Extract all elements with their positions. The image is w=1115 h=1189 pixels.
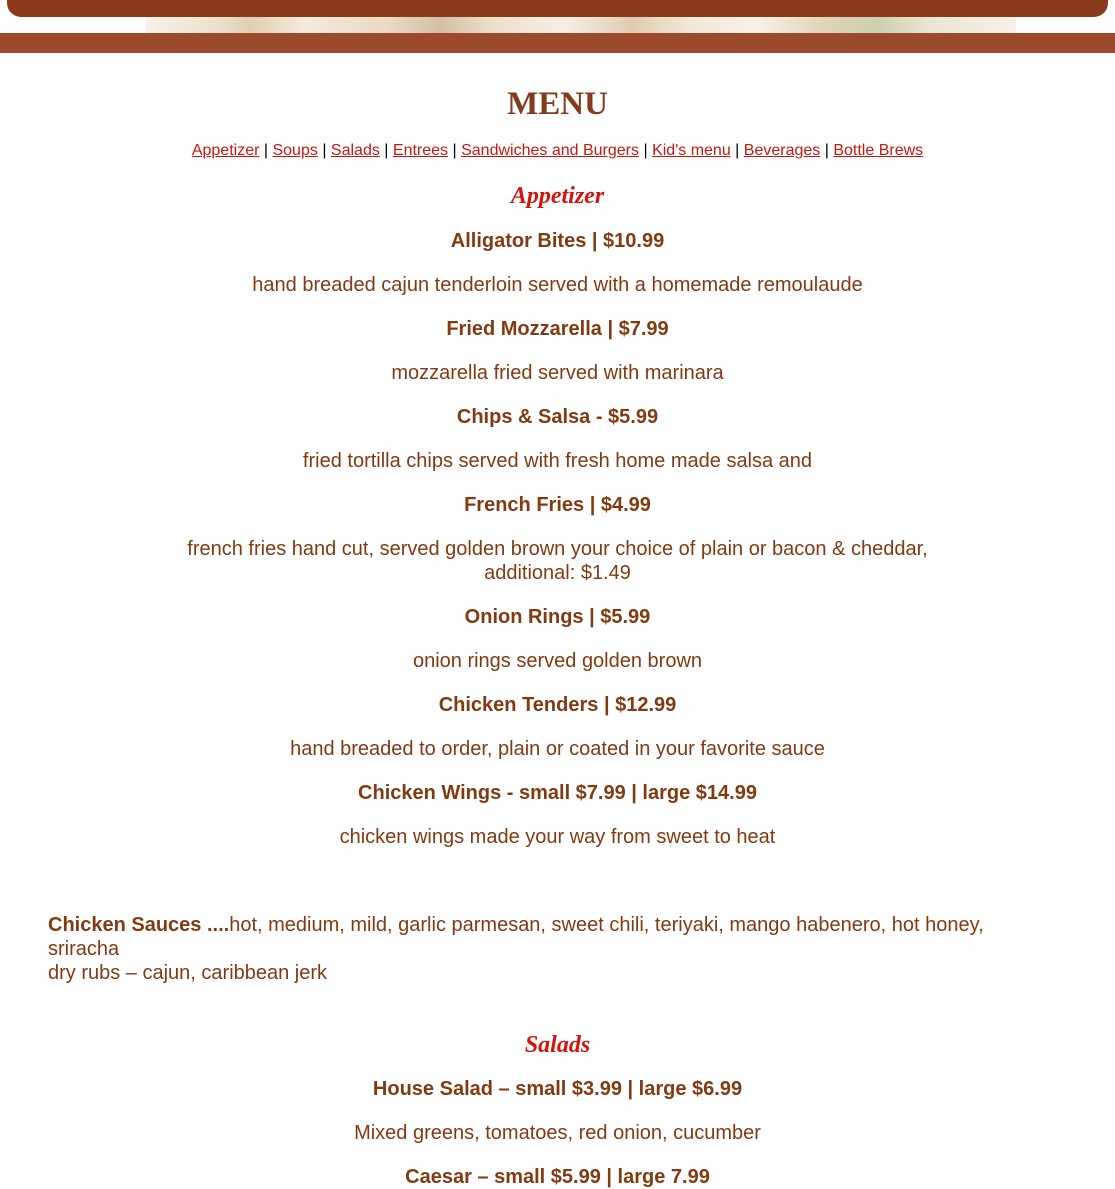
nav-link-appetizer[interactable]: Appetizer: [191, 142, 260, 159]
dry-rubs: dry rubs – cajun, caribbean jerk: [48, 962, 328, 984]
section-title-appetizer: Appetizer: [510, 183, 605, 209]
item-description: chicken wings made your way from sweet to heat: [339, 826, 776, 848]
banner-image: [146, 17, 1016, 33]
item-name: Onion Rings | $5.99: [464, 606, 651, 628]
item-name: Chips & Salsa - $5.99: [456, 406, 659, 428]
header-bar: [7, 0, 1108, 17]
nav-separator: |: [263, 142, 273, 159]
nav-link-bottle-brews[interactable]: Bottle Brews: [833, 142, 924, 159]
item-name: House Salad – small $3.99 | large $6.99: [372, 1078, 743, 1100]
item-name: Chicken Tenders | $12.99: [438, 694, 677, 716]
nav-separator: |: [824, 142, 834, 159]
item-description-extra: additional: $1.49: [484, 562, 631, 584]
nav-separator: |: [322, 142, 331, 159]
nav-separator: |: [384, 142, 393, 159]
nav-link-entrees[interactable]: Entrees: [392, 142, 449, 159]
item-name: Chicken Wings - small $7.99 | large $14.99: [358, 782, 757, 804]
nav-separator: |: [452, 142, 462, 159]
item-description: mozzarella fried served with marinara: [391, 362, 724, 384]
nav-link-soups[interactable]: Soups: [272, 142, 318, 159]
chicken-sauces: [0, 913, 1115, 985]
nav-link-beverages[interactable]: Beverages: [743, 142, 821, 159]
item-description: onion rings served golden brown: [412, 650, 703, 672]
item-name: Alligator Bites | $10.99: [450, 230, 665, 252]
menu-content: [0, 84, 1115, 1189]
item-description: hand breaded to order, plain or coated in your favorite sauce: [290, 738, 825, 760]
item-name: Fried Mozzarella | $7.99: [446, 318, 669, 340]
item-description: french fries hand cut, served golden brown your choice of plain or bacon & cheddar,: [187, 538, 928, 560]
page-title: MENU: [507, 86, 608, 122]
menu-nav: [0, 142, 1115, 160]
item-description: fried tortilla chips served with fresh home made salsa and: [302, 450, 813, 472]
item-description: hand breaded cajun tenderloin served with a homemade remoulaude: [252, 274, 863, 296]
sauces-label: Chicken Sauces ....: [48, 914, 230, 936]
section-title-salads: Salads: [524, 1032, 591, 1058]
header-stripe: [0, 33, 1115, 53]
nav-separator: |: [643, 142, 653, 159]
item-name: French Fries | $4.99: [464, 494, 651, 516]
nav-link-kids-menu[interactable]: Kid's menu: [652, 142, 731, 159]
nav-separator: |: [735, 142, 744, 159]
nav-link-sandwiches[interactable]: Sandwiches and Burgers: [461, 142, 639, 159]
nav-link-salads[interactable]: Salads: [330, 142, 380, 159]
sauces-list: hot, medium, mild, garlic parmesan, sweet chili, teriyaki, mango habenero, hot honey, sriracha: [48, 914, 984, 960]
item-name: Caesar – small $5.99 | large 7.99: [405, 1166, 710, 1188]
item-description: Mixed greens, tomatoes, red onion, cucumber: [354, 1122, 761, 1144]
